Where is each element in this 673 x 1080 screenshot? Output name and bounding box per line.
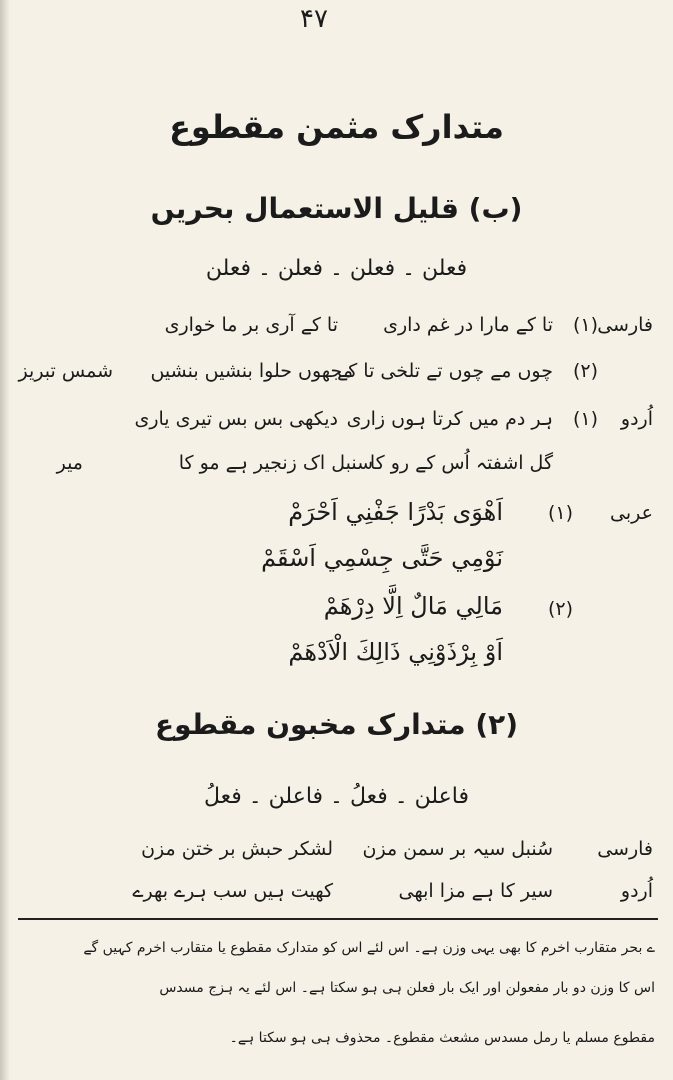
footnote-line: مقطوع مسلم یا رمل مسدس مشعث مقطوع۔ محذوف ہی ہو سکتا ہے۔ <box>229 1030 655 1046</box>
verse-half-b: دیکھی بس بس تیری یاری <box>134 408 338 430</box>
verse-half-a: تا کے مارا در غم داری <box>383 314 553 336</box>
section1-subtitle: (ب) قلیل الاستعمال بحریں <box>150 192 523 225</box>
verse-half-a: سیر کا ہے مزا ابھی <box>398 880 553 902</box>
poet-name: شمس تبریز <box>18 360 113 382</box>
verse-half-a: چوں مے چوں تے تلخی تا کے <box>337 360 553 382</box>
verse-half-b: لشکر حبش بر ختن مزن <box>141 838 333 860</box>
section2-meter: فاعلن ۔ فعلُ ۔ فاعلن ۔ فعلُ <box>204 784 469 809</box>
verse-half-b: کھیت ہیں سب ہرے بھرے <box>132 880 333 902</box>
lang-label-urdu: اُردو <box>620 408 653 430</box>
verse-half-a: گل اشفتہ اُس کے رو کا <box>369 452 553 474</box>
footnote-line: اس کا وزن دو بار مفعولن اور ایک بار فعلن ہی ہو سکتا ہے۔ اس لئے یہ ہزج مسدس <box>159 980 655 996</box>
verse-half-a: ہر دم میں کرتا ہوں زاری <box>346 408 553 430</box>
verse-half-b: مجھوں حلوا بنشیں بنشیں <box>150 360 353 382</box>
section1-title: متدارک مثمن مقطوع <box>169 108 504 146</box>
arabic-verse-line: اَوْ بِرْذَوْنِي ذَالِكَ الْاَدْهَمْ <box>288 638 503 666</box>
verse-number: (۲) <box>572 360 598 382</box>
arabic-verse-line: مَالِي مَالٌ اِلَّا دِرْهَمْ <box>323 592 503 620</box>
verse-number: (۱) <box>547 502 573 524</box>
section1-meter: فعلن ۔ فعلن ۔ فعلن ۔ فعلن <box>205 256 468 281</box>
page-number: ۴۷ <box>300 4 328 34</box>
page-edge-shadow <box>0 0 10 1080</box>
lang-label-arabic: عربی <box>610 502 653 524</box>
verse-number: (۱) <box>572 408 598 430</box>
footnote-divider <box>18 918 658 920</box>
verse-number: (۱) <box>572 314 598 336</box>
section2-title: (۲) متدارک مخبون مقطوع <box>154 708 519 741</box>
arabic-verse-line: نَوْمِي حَتَّى جِسْمِي اَسْقَمْ <box>261 544 503 572</box>
poet-name: میر <box>56 452 83 474</box>
lang-label-urdu: اُردو <box>620 880 653 902</box>
footnote-line: ے بحر متقارب اخرم کا بھی یہی وزن ہے۔ اس لئے اس کو متدارک مقطوع یا متقارب اخرم کہیں گے <box>83 940 655 956</box>
verse-half-b: تا کے آری بر ما خواری <box>164 314 338 336</box>
lang-label-farsi: فارسی <box>597 314 653 336</box>
verse-number: (۲) <box>547 598 573 620</box>
lang-label-farsi: فارسی <box>597 838 653 860</box>
arabic-verse-line: اَهْوَى بَدْرًا جَفْنِي اَحْرَمْ <box>288 498 503 526</box>
verse-half-a: سُنبل سیہ بر سمن مزن <box>362 838 553 860</box>
verse-half-b: سنبل اک زنجیر ہے مو کا <box>178 452 373 474</box>
